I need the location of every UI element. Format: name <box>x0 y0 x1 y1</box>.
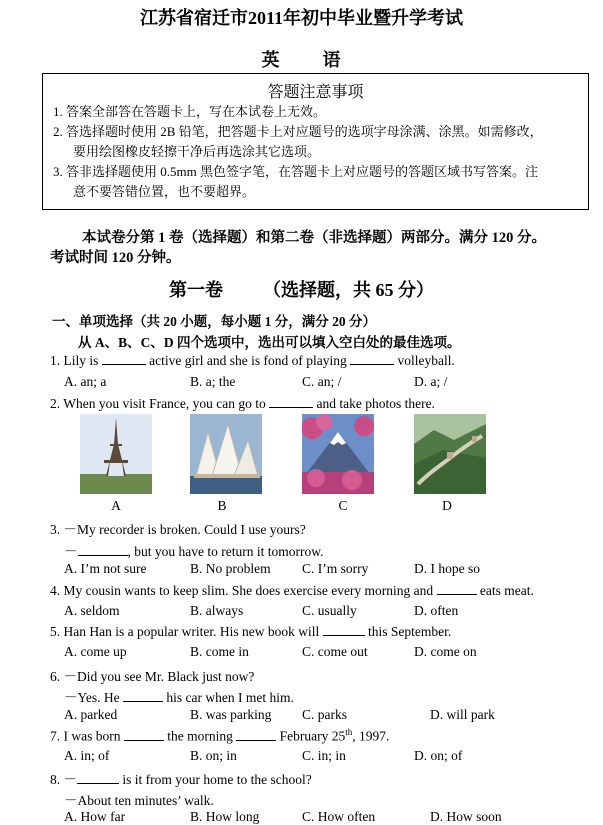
q3-option-b: B. No problem <box>190 561 271 576</box>
q6-option-a: A. parked <box>64 707 118 722</box>
q1-stem: 1. Lily is active girl and she is fond of playing volleyball. <box>50 353 455 368</box>
q6-option-d: D. will park <box>430 707 495 722</box>
q4-option-c: C. usually <box>302 603 357 618</box>
eiffel-tower-photo <box>80 414 152 494</box>
q8-option-d: D. How soon <box>430 809 502 824</box>
q4-option-a: A. seldom <box>64 603 120 618</box>
q7-option-c: C. in; in <box>302 748 346 763</box>
q1-option-b: B. a; the <box>190 374 236 389</box>
section-title: 一、单项选择（共 20 小题，每小题 1 分，满分 20 分） <box>52 314 376 329</box>
q2-label-c: C <box>338 498 348 513</box>
notice-item-2: 2. 答选择题时使用 2B 铅笔，把答题卡上对应题号的选项字母涂满、涂黑。如需修改， <box>53 124 543 139</box>
q2-stem: 2. When you visit France, you can go to and take photos there. <box>50 396 435 411</box>
q8-line-2: －About ten minutes’ walk. <box>64 793 214 808</box>
subject-heading <box>0 46 603 72</box>
notice-item-1: 1. 答案全部答在答题卡上，写在本试卷上无效。 <box>53 104 327 119</box>
q7-option-b: B. on; in <box>190 748 237 763</box>
q8-line-1: 8. － is it from your home to the school? <box>50 772 312 787</box>
q7-option-a: A. in; of <box>64 748 110 763</box>
q4-option-b: B. always <box>190 603 244 618</box>
notice-item-3-cont: 意不要答错位置，也不要超界。 <box>73 184 256 199</box>
q5-option-b: B. come in <box>190 644 249 659</box>
q4-option-d: D. often <box>414 603 459 618</box>
part-name: 第一卷 <box>169 280 223 300</box>
q2-label-d: D <box>442 498 452 513</box>
notice-item-2-cont: 要用绘图橡皮轻擦干净后再选涂其它选项。 <box>73 144 321 159</box>
q5-stem: 5. Han Han is a popular writer. His new book will this September. <box>50 624 452 639</box>
q2-label-b: B <box>217 498 227 513</box>
notice-title: 答题注意事项 <box>267 82 364 101</box>
q3-option-c: C. I’m sorry <box>302 561 369 576</box>
subject-char-1: 英 <box>261 50 281 70</box>
q7-option-d: D. on; of <box>414 748 463 763</box>
q5-option-c: C. come out <box>302 644 368 659</box>
intro-line-2: 考试时间 120 分钟。 <box>50 250 181 266</box>
q1-option-a: A. an; a <box>64 374 107 389</box>
part-title <box>0 276 603 302</box>
q6-option-b: B. was parking <box>190 707 272 722</box>
mount-fuji-photo <box>302 414 374 494</box>
q1-option-c: C. an; / <box>302 374 342 389</box>
q8-option-b: B. How long <box>190 809 260 824</box>
q6-line-1: 6. －Did you see Mr. Black just now? <box>50 669 255 684</box>
notice-item-3: 3. 答非选择题使用 0.5mm 黑色签字笔，在答题卡上对应题号的答题区域书写答案。注 <box>53 164 538 179</box>
great-wall-photo <box>414 414 486 494</box>
q7-stem: 7. I was born the morning February 25th, 1997. <box>50 727 390 744</box>
q3-line-1: 3. －My recorder is broken. Could I use yours? <box>50 522 306 537</box>
section-instruction: 从 A、B、C、D 四个选项中，选出可以填入空白处的最佳选项。 <box>78 335 461 350</box>
q3-option-a: A. I’m not sure <box>64 561 147 576</box>
sydney-opera-house-photo <box>190 414 262 494</box>
q2-label-a: A <box>111 498 121 513</box>
exam-title: 江苏省宿迁市2011年初中毕业暨升学考试 <box>139 8 463 28</box>
q6-option-c: C. parks <box>302 707 347 722</box>
q5-option-a: A. come up <box>64 644 127 659</box>
q8-option-a: A. How far <box>64 809 126 824</box>
q6-line-2: －Yes. He his car when I met him. <box>64 690 294 705</box>
q3-line-2: － , but you have to return it tomorrow. <box>64 544 324 559</box>
notice-box <box>42 73 589 210</box>
q4-stem: 4. My cousin wants to keep slim. She does exercise every morning and eats meat. <box>50 583 534 598</box>
q5-option-d: D. come on <box>414 644 477 659</box>
q3-option-d: D. I hope so <box>414 561 480 576</box>
subject-char-2: 语 <box>322 50 342 70</box>
intro-line-1: 本试卷分第 1 卷（选择题）和第二卷（非选择题）两部分。满分 120 分。 <box>82 230 546 246</box>
q8-option-c: C. How often <box>302 809 376 824</box>
part-desc: （选择题，共 65 分） <box>263 280 434 300</box>
q1-option-d: D. a; / <box>414 374 448 389</box>
